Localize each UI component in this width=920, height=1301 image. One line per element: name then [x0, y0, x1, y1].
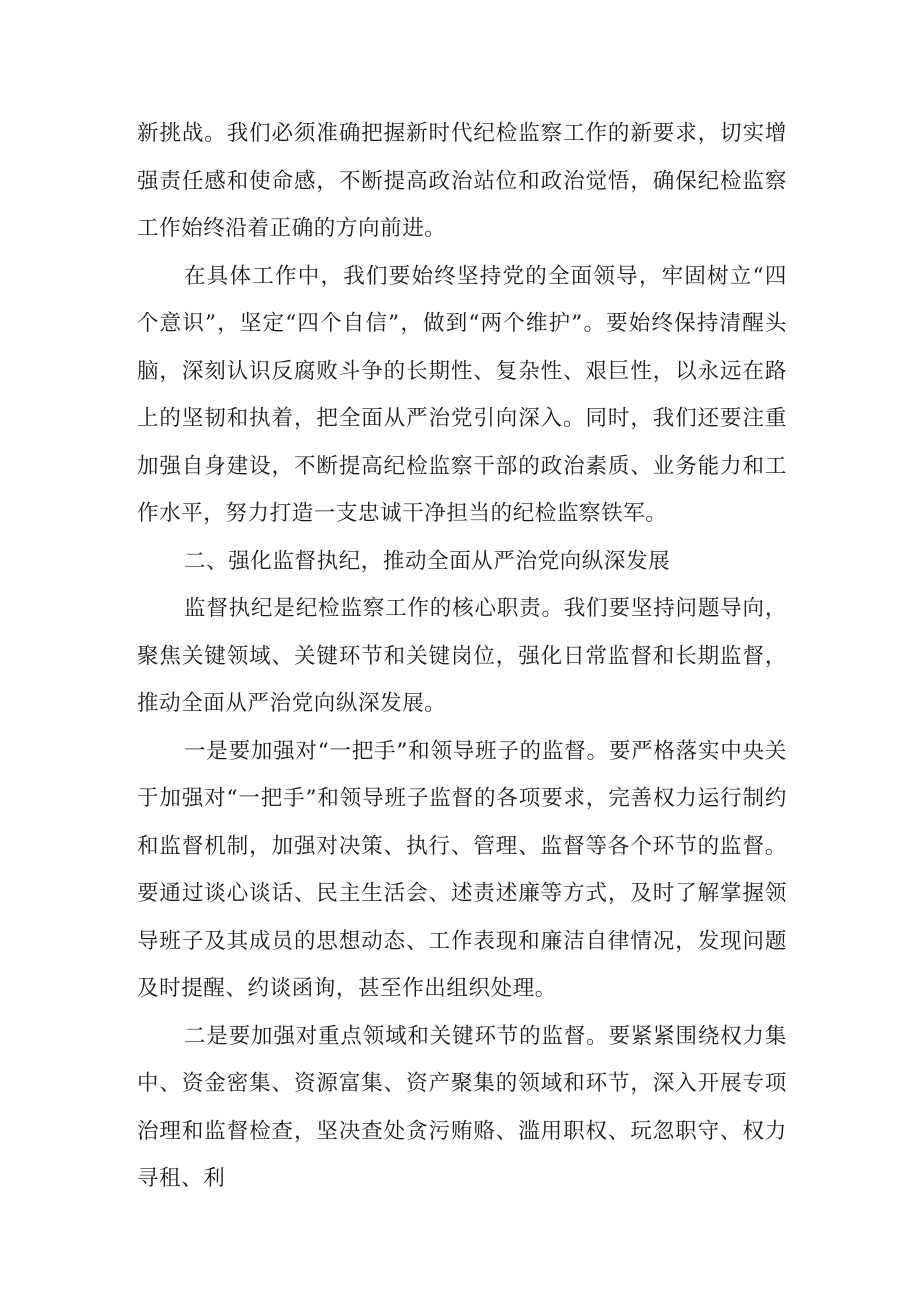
- paragraph-point-one: 一是要加强对“一把手”和领导班子的监督。要严格落实中央关于加强对“一把手”和领导班子监督的各项要求，完善权力运行制约和监督机制，加强对决策、执行、管理、监督等各个环节的监督。要通过谈心谈话、民主生活会、述责述廉等方式，及时了解掌握领导班子及其成员的思想动态、工作表现和廉洁自律情况，发现问题及时提醒、约谈函询，甚至作出组织处理。: [137, 738, 787, 1001]
- paragraph-point-two: 二是要加强对重点领域和关键环节的监督。要紧紧围绕权力集中、资金密集、资源富集、资产聚集的领域和环节，深入开展专项治理和监督检查，坚决查处贪污贿赂、滥用职权、玩忽职守、权力寻租、利: [137, 1023, 787, 1191]
- paragraph-supervision-core: 监督执纪是纪检监察工作的核心职责。我们要坚持问题导向，聚焦关键领域、关键环节和关键岗位，强化日常监督和长期监督，推动全面从严治党向纵深发展。: [137, 596, 787, 716]
- paragraph-continuation: 新挑战。我们必须准确把握新时代纪检监察工作的新要求，切实增强责任感和使命感，不断提高政治站位和政治觉悟，确保纪检监察工作始终沿着正确的方向前进。: [137, 121, 787, 241]
- document-page: [137, 110, 787, 1203]
- section-heading-2: 二、强化监督执纪，推动全面从严治党向纵深发展: [184, 548, 671, 574]
- paragraph-party-leadership: 在具体工作中，我们要始终坚持党的全面领导，牢固树立“四个意识”，坚定“四个自信”，做到“两个维护”。要始终保持清醒头脑，深刻认识反腐败斗争的长期性、复杂性、艰巨性，以永远在路上的坚韧和执着，把全面从严治党引向深入。同时，我们还要注重加强自身建设，不断提高纪检监察干部的政治素质、业务能力和工作水平，努力打造一支忠诚干净担当的纪检监察铁军。: [137, 263, 787, 526]
